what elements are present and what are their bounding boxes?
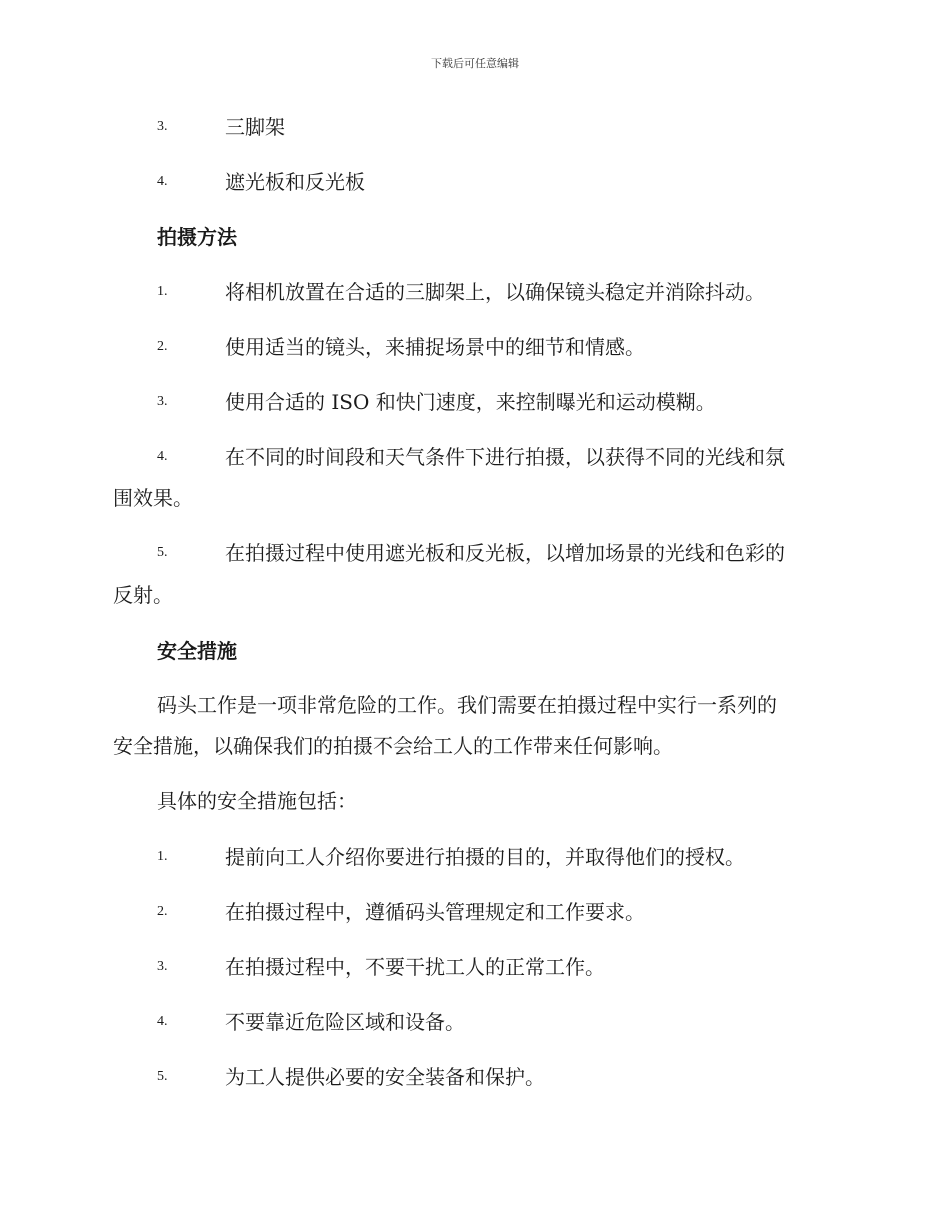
list-number: 1.: [157, 284, 168, 299]
list-number: 4.: [157, 449, 168, 464]
list-number: 5.: [157, 545, 168, 560]
list-item-text: 遮光板和反光板: [225, 170, 365, 194]
list-number: 4.: [157, 174, 168, 189]
list-number: 3.: [157, 119, 168, 134]
list-item-text: 为工人提供必要的安全装备和保护。: [225, 1065, 545, 1089]
list-item-text: 不要靠近危险区域和设备。: [225, 1010, 465, 1034]
list-item-text: 将相机放置在合适的三脚架上，以确保镜头稳定并消除抖动。: [225, 280, 765, 304]
list-item-text: 三脚架: [225, 115, 285, 139]
list-item-text: 提前向工人介绍你要进行拍摄的目的，并取得他们的授权。: [225, 845, 745, 869]
list-number: 5.: [157, 1069, 168, 1084]
list-number: 2.: [157, 339, 168, 354]
list-item-text: 在拍摄过程中，不要干扰工人的正常工作。: [225, 955, 605, 979]
list-item-text: 使用合适的 ISO 和快门速度，来控制曝光和运动模糊。: [225, 390, 716, 414]
paragraph: 具体的安全措施包括：: [157, 789, 357, 813]
list-item-text: 在拍摄过程中，遵循码头管理规定和工作要求。: [225, 900, 645, 924]
list-item-continuation: 围效果。: [113, 486, 193, 510]
list-item-continuation: 反射。: [113, 583, 173, 607]
section-heading-method: 拍摄方法: [157, 225, 237, 249]
list-number: 4.: [157, 1014, 168, 1029]
list-number: 1.: [157, 849, 168, 864]
list-number: 2.: [157, 904, 168, 919]
section-heading-safety: 安全措施: [157, 639, 237, 663]
paragraph-line: 安全措施，以确保我们的拍摄不会给工人的工作带来任何影响。: [113, 734, 673, 758]
paragraph-line: 码头工作是一项非常危险的工作。我们需要在拍摄过程中实行一系列的: [157, 693, 777, 717]
list-number: 3.: [157, 394, 168, 409]
list-item-text: 在拍摄过程中使用遮光板和反光板，以增加场景的光线和色彩的: [225, 541, 785, 565]
list-item-text: 在不同的时间段和天气条件下进行拍摄，以获得不同的光线和氛: [225, 445, 785, 469]
list-item-text: 使用适当的镜头，来捕捉场景中的细节和情感。: [225, 335, 645, 359]
list-number: 3.: [157, 959, 168, 974]
page-header: 下载后可任意编辑: [431, 57, 519, 70]
